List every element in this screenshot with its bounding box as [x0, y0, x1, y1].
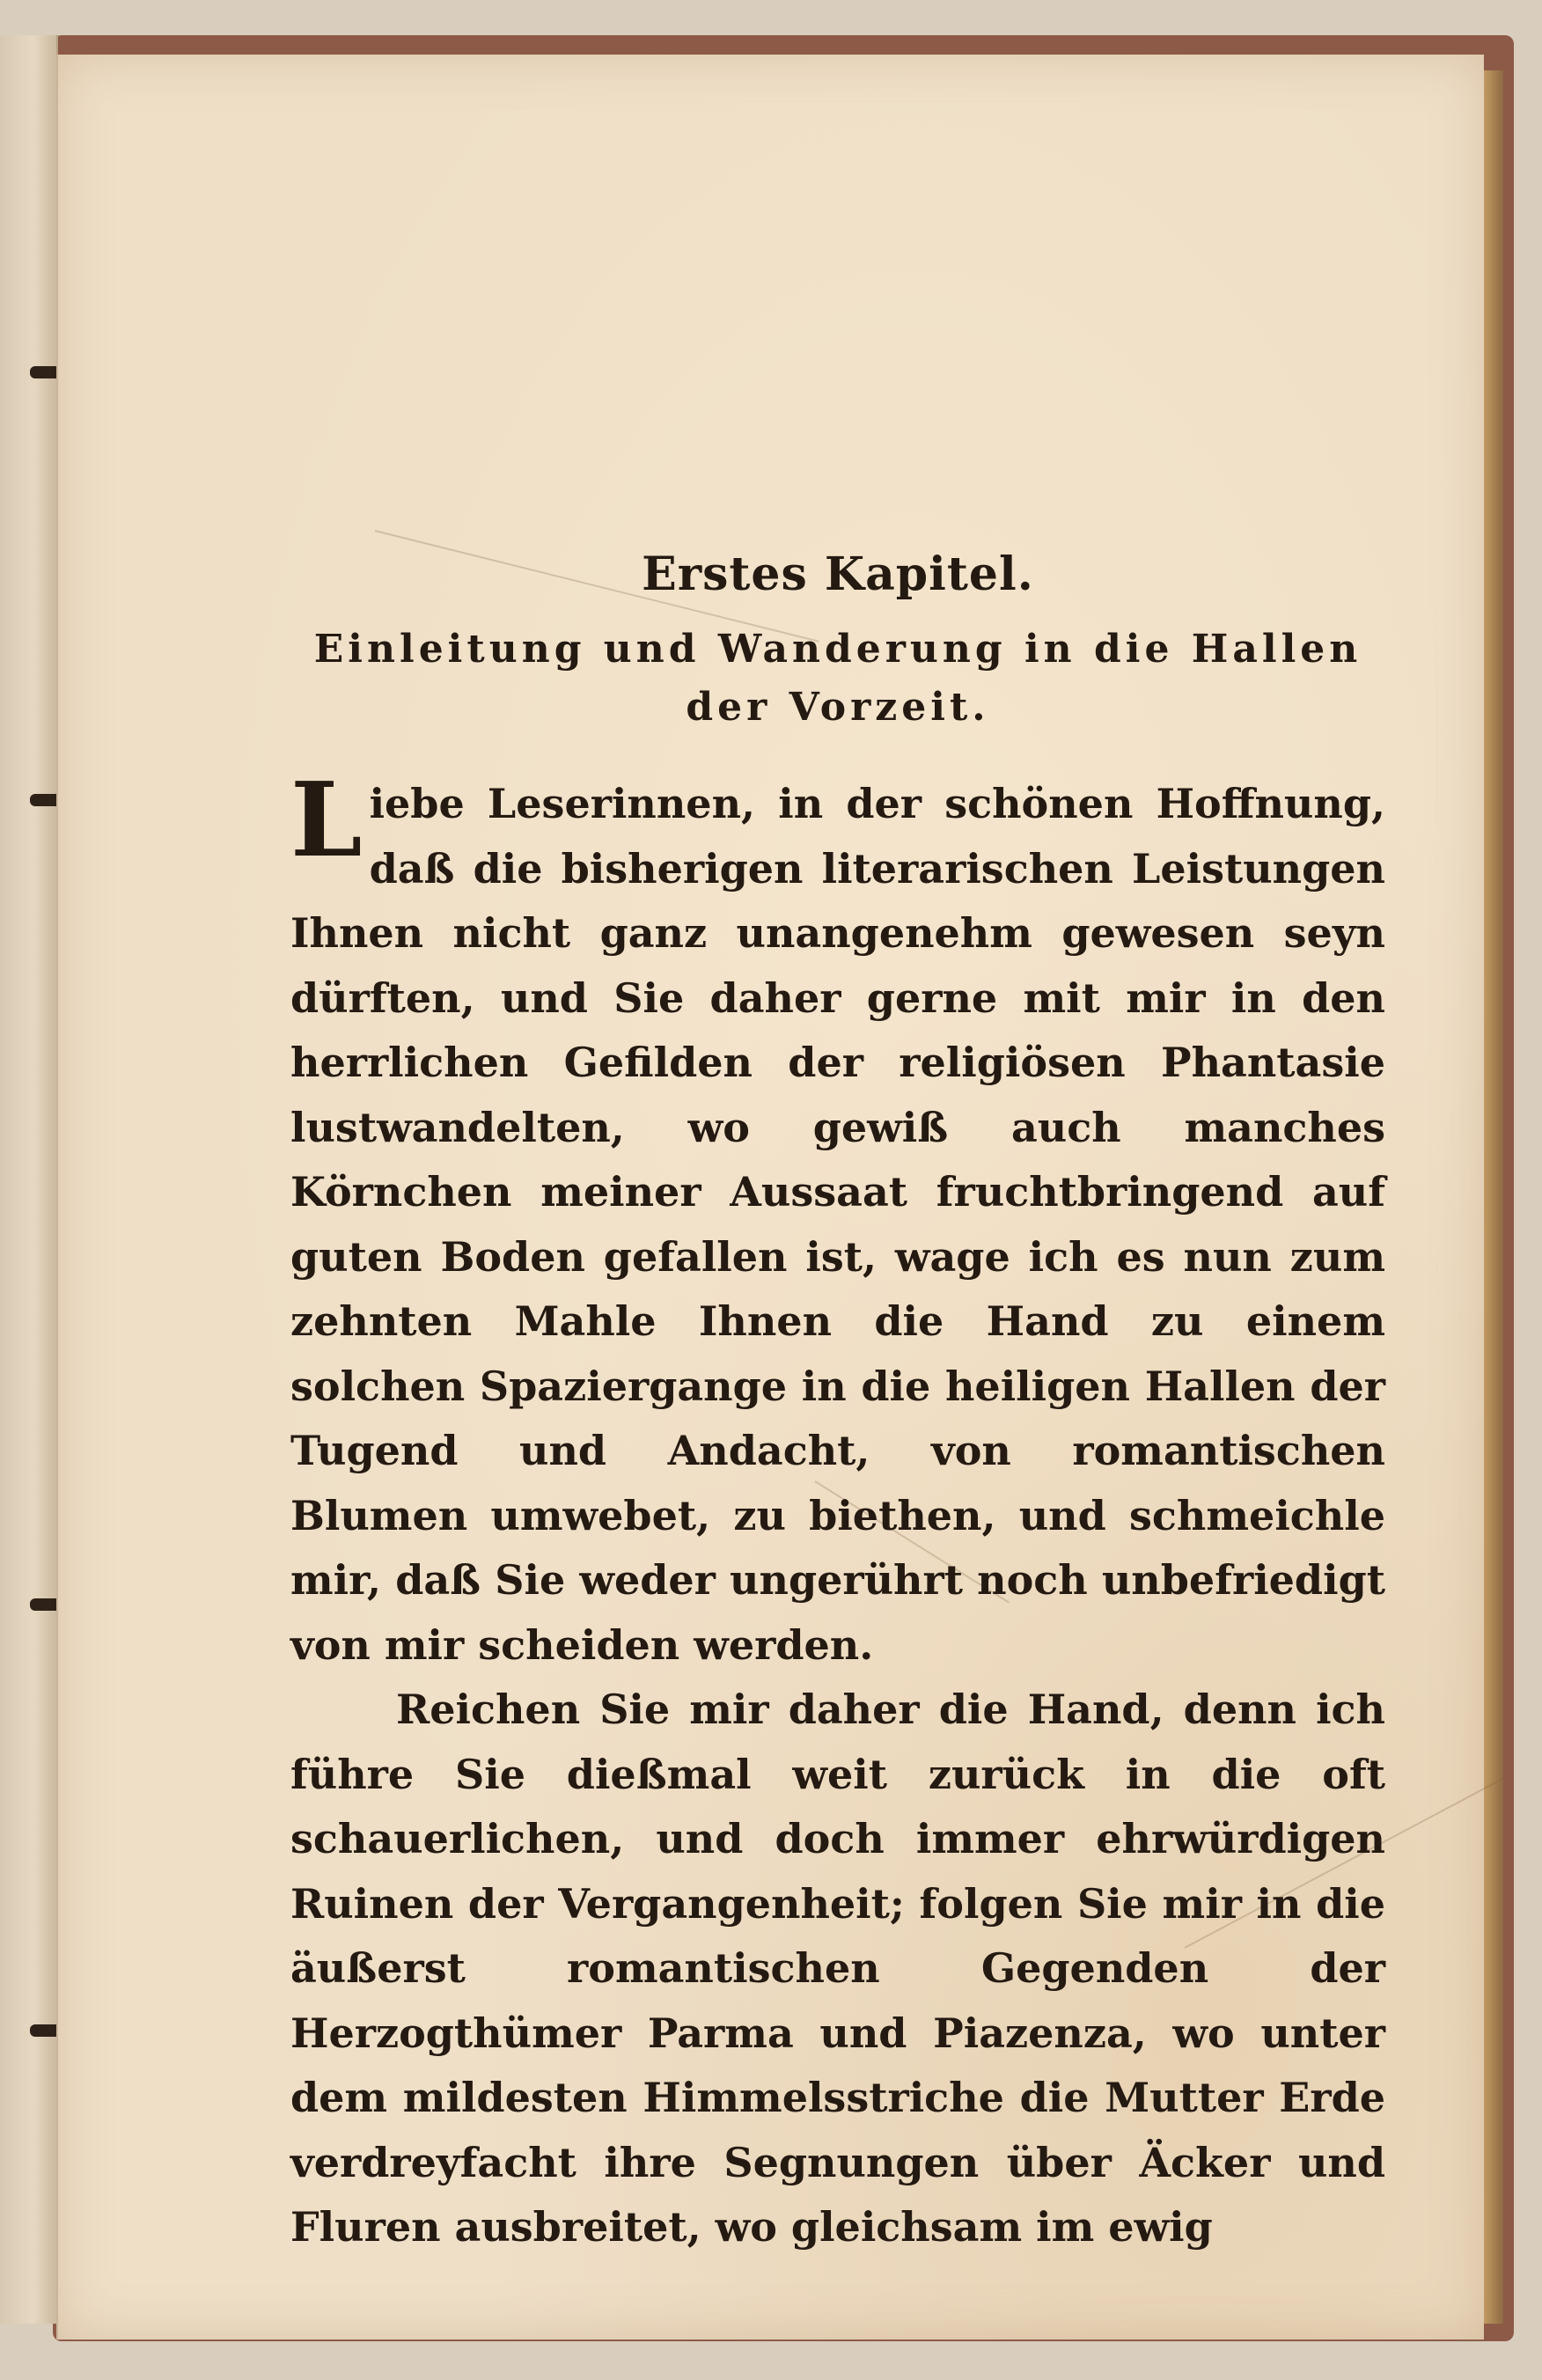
cover-edge-right: [1484, 70, 1503, 2324]
paragraph-1: [290, 760, 1385, 1678]
paragraph-1-text: iebe Leserinnen, in der schönen Hoffnung, daß die bisherigen literarischen Leistungen Ihnen nicht ganz unangenehm gewesen seyn dürften, und Sie daher gerne mit mir in den herrlichen Gefilden der religiösen Phantasie lustwandelten, wo gewiß auch manches Körnchen meiner Aussaat fruchtbringend auf guten Boden gefallen ist, wage ich es nun zum zehnten Mahle Ihnen die Hand zu einem solchen Spaziergange in die heiligen Hallen der Tugend und Andacht, von romantischen Blumen umwebet, zu biethen, und schmeichle mir, daß Sie weder ungerührt noch unbefriedigt von mir scheiden werden.: [290, 780, 1385, 1669]
previous-page-edge: [0, 35, 58, 2324]
book-page: [56, 55, 1484, 2340]
chapter-text-block: [290, 547, 1385, 2260]
chapter-subtitle: Einleitung und Wanderung in die Hallen der Vorzeit.: [313, 627, 1362, 730]
drop-cap-letter: L: [290, 760, 363, 880]
chapter-title: Erstes Kapitel.: [642, 547, 1034, 601]
paragraph-2: Reichen Sie mir daher die Hand, denn ich führe Sie dießmal weit zurück in die oft schauerlichen, und doch immer ehrwürdigen Ruinen der Vergangenheit; folgen Sie mir in die äußerst romantischen Gegenden der Herzogthümer Parma und Piazenza, wo unter dem mildesten Himmelsstriche die Mutter Erde verdreyfacht ihre Segnungen über Äcker und Fluren ausbreitet, wo gleichsam im ewig: [290, 1686, 1385, 2251]
